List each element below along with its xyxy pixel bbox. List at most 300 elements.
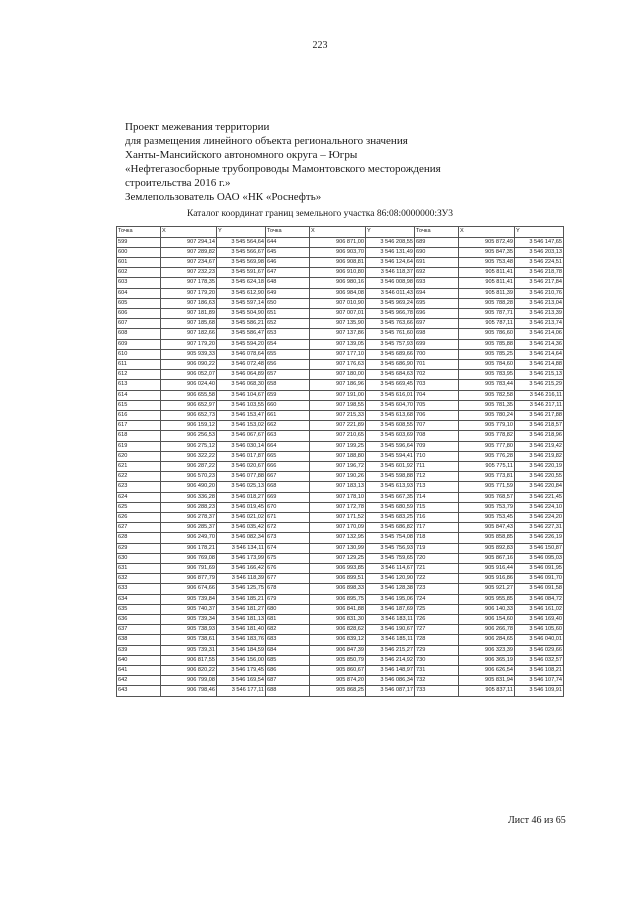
x-cell: 907 191,00 bbox=[310, 390, 366, 400]
point-cell: 733 bbox=[415, 686, 459, 696]
point-cell: 728 bbox=[415, 635, 459, 645]
y-cell: 3 546 184,59 bbox=[217, 645, 266, 655]
y-cell: 3 545 603,69 bbox=[366, 431, 415, 441]
point-cell: 647 bbox=[266, 268, 310, 278]
point-cell: 730 bbox=[415, 655, 459, 665]
point-cell: 663 bbox=[266, 431, 310, 441]
point-cell: 613 bbox=[117, 380, 161, 390]
table-row bbox=[117, 625, 564, 635]
y-cell: 3 546 118,39 bbox=[217, 574, 266, 584]
point-cell: 674 bbox=[266, 543, 310, 553]
table-row bbox=[117, 655, 564, 665]
column-header: Y bbox=[217, 227, 266, 238]
x-cell: 905 739,34 bbox=[161, 615, 217, 625]
y-cell: 3 546 208,55 bbox=[366, 237, 415, 247]
y-cell: 3 545 564,64 bbox=[217, 237, 266, 247]
x-cell: 906 287,22 bbox=[161, 461, 217, 471]
x-cell: 905 753,45 bbox=[459, 512, 515, 522]
y-cell: 3 546 021,02 bbox=[217, 512, 266, 522]
point-cell: 716 bbox=[415, 512, 459, 522]
y-cell: 3 546 220,84 bbox=[515, 482, 564, 492]
point-cell: 672 bbox=[266, 523, 310, 533]
x-cell: 906 490,20 bbox=[161, 482, 217, 492]
y-cell: 3 546 077,88 bbox=[217, 472, 266, 482]
point-cell: 711 bbox=[415, 461, 459, 471]
point-cell: 658 bbox=[266, 380, 310, 390]
point-cell: 620 bbox=[117, 451, 161, 461]
y-cell: 3 546 017,87 bbox=[217, 451, 266, 461]
y-cell: 3 545 569,98 bbox=[217, 257, 266, 267]
x-cell: 906 984,08 bbox=[310, 288, 366, 298]
y-cell: 3 545 669,45 bbox=[366, 380, 415, 390]
point-cell: 627 bbox=[117, 523, 161, 533]
point-cell: 660 bbox=[266, 400, 310, 410]
table-row bbox=[117, 370, 564, 380]
column-header: Точка bbox=[117, 227, 161, 238]
y-cell: 3 546 120,90 bbox=[366, 574, 415, 584]
x-cell: 906 899,51 bbox=[310, 574, 366, 584]
table-row bbox=[117, 533, 564, 543]
point-cell: 727 bbox=[415, 625, 459, 635]
x-cell: 905 850,79 bbox=[310, 655, 366, 665]
y-cell: 3 545 969,24 bbox=[366, 298, 415, 308]
x-cell: 905 739,31 bbox=[161, 645, 217, 655]
point-cell: 645 bbox=[266, 247, 310, 257]
column-header: Y bbox=[515, 227, 564, 238]
y-cell: 3 546 084,72 bbox=[515, 594, 564, 604]
point-cell: 707 bbox=[415, 421, 459, 431]
x-cell: 907 132,95 bbox=[310, 533, 366, 543]
table-row bbox=[117, 451, 564, 461]
x-cell: 906 336,28 bbox=[161, 492, 217, 502]
y-cell: 3 546 217,84 bbox=[515, 278, 564, 288]
x-cell: 905 831,94 bbox=[459, 676, 515, 686]
y-cell: 3 546 091,70 bbox=[515, 574, 564, 584]
y-cell: 3 546 218,96 bbox=[515, 431, 564, 441]
x-cell: 906 903,70 bbox=[310, 247, 366, 257]
y-cell: 3 546 224,20 bbox=[515, 512, 564, 522]
x-cell: 907 130,99 bbox=[310, 543, 366, 553]
point-cell: 632 bbox=[117, 574, 161, 584]
y-cell: 3 546 087,17 bbox=[366, 686, 415, 696]
table-row bbox=[117, 359, 564, 369]
y-cell: 3 546 169,54 bbox=[217, 676, 266, 686]
y-cell: 3 545 686,82 bbox=[366, 523, 415, 533]
x-cell: 906 841,88 bbox=[310, 604, 366, 614]
y-cell: 3 546 134,11 bbox=[217, 543, 266, 553]
x-cell: 906 626,54 bbox=[459, 666, 515, 676]
table-row bbox=[117, 604, 564, 614]
x-cell: 906 980,16 bbox=[310, 278, 366, 288]
y-cell: 3 546 086,34 bbox=[366, 676, 415, 686]
point-cell: 694 bbox=[415, 288, 459, 298]
header-line: строительства 2016 г.» bbox=[125, 177, 231, 189]
point-cell: 717 bbox=[415, 523, 459, 533]
point-cell: 679 bbox=[266, 594, 310, 604]
x-cell: 905 787,11 bbox=[459, 319, 515, 329]
point-cell: 677 bbox=[266, 574, 310, 584]
x-cell: 907 232,23 bbox=[161, 268, 217, 278]
y-cell: 3 546 215,13 bbox=[515, 370, 564, 380]
point-cell: 724 bbox=[415, 594, 459, 604]
table-row bbox=[117, 421, 564, 431]
x-cell: 905 783,95 bbox=[459, 370, 515, 380]
y-cell: 3 546 219,42 bbox=[515, 441, 564, 451]
point-cell: 678 bbox=[266, 584, 310, 594]
y-cell: 3 546 091,58 bbox=[515, 584, 564, 594]
y-cell: 3 546 210,76 bbox=[515, 288, 564, 298]
y-cell: 3 546 215,29 bbox=[515, 380, 564, 390]
x-cell: 906 828,62 bbox=[310, 625, 366, 635]
point-cell: 731 bbox=[415, 666, 459, 676]
y-cell: 3 545 586,47 bbox=[217, 329, 266, 339]
x-cell: 906 570,23 bbox=[161, 472, 217, 482]
y-cell: 3 545 763,66 bbox=[366, 319, 415, 329]
point-cell: 642 bbox=[117, 676, 161, 686]
y-cell: 3 546 214,92 bbox=[366, 655, 415, 665]
point-cell: 611 bbox=[117, 359, 161, 369]
point-cell: 606 bbox=[117, 308, 161, 318]
x-cell: 907 183,13 bbox=[310, 482, 366, 492]
x-cell: 907 178,10 bbox=[310, 492, 366, 502]
x-cell: 906 323,39 bbox=[459, 645, 515, 655]
point-cell: 684 bbox=[266, 645, 310, 655]
x-cell: 907 188,80 bbox=[310, 451, 366, 461]
x-cell: 906 910,80 bbox=[310, 268, 366, 278]
point-cell: 608 bbox=[117, 329, 161, 339]
x-cell: 905 868,25 bbox=[310, 686, 366, 696]
y-cell: 3 545 591,67 bbox=[217, 268, 266, 278]
header-line: Ханты-Мансийского автономного округа – Югры bbox=[125, 149, 358, 161]
point-cell: 666 bbox=[266, 461, 310, 471]
x-cell: 907 139,05 bbox=[310, 339, 366, 349]
point-cell: 710 bbox=[415, 451, 459, 461]
point-cell: 695 bbox=[415, 298, 459, 308]
x-cell: 906 791,69 bbox=[161, 564, 217, 574]
point-cell: 644 bbox=[266, 237, 310, 247]
x-cell: 905 775,11 bbox=[459, 461, 515, 471]
point-cell: 641 bbox=[117, 666, 161, 676]
point-cell: 639 bbox=[117, 645, 161, 655]
x-cell: 905 786,60 bbox=[459, 329, 515, 339]
point-cell: 706 bbox=[415, 410, 459, 420]
x-cell: 905 788,28 bbox=[459, 298, 515, 308]
table-row bbox=[117, 349, 564, 359]
x-cell: 907 179,20 bbox=[161, 288, 217, 298]
table-row bbox=[117, 441, 564, 451]
x-cell: 907 199,25 bbox=[310, 441, 366, 451]
point-cell: 703 bbox=[415, 380, 459, 390]
point-cell: 702 bbox=[415, 370, 459, 380]
y-cell: 3 545 597,14 bbox=[217, 298, 266, 308]
point-cell: 628 bbox=[117, 533, 161, 543]
y-cell: 3 545 684,63 bbox=[366, 370, 415, 380]
point-cell: 680 bbox=[266, 604, 310, 614]
x-cell: 905 740,37 bbox=[161, 604, 217, 614]
x-cell: 906 154,60 bbox=[459, 615, 515, 625]
x-cell: 905 867,16 bbox=[459, 553, 515, 563]
x-cell: 907 129,25 bbox=[310, 553, 366, 563]
point-cell: 633 bbox=[117, 584, 161, 594]
x-cell: 905 837,11 bbox=[459, 686, 515, 696]
y-cell: 3 546 082,34 bbox=[217, 533, 266, 543]
y-cell: 3 546 019,45 bbox=[217, 502, 266, 512]
y-cell: 3 546 181,27 bbox=[217, 604, 266, 614]
x-cell: 905 738,61 bbox=[161, 635, 217, 645]
x-cell: 907 135,90 bbox=[310, 319, 366, 329]
y-cell: 3 546 213,39 bbox=[515, 308, 564, 318]
point-cell: 662 bbox=[266, 421, 310, 431]
table-row bbox=[117, 472, 564, 482]
x-cell: 907 215,33 bbox=[310, 410, 366, 420]
point-cell: 615 bbox=[117, 400, 161, 410]
y-cell: 3 546 213,04 bbox=[515, 298, 564, 308]
y-cell: 3 546 029,66 bbox=[515, 645, 564, 655]
y-cell: 3 546 107,74 bbox=[515, 676, 564, 686]
point-cell: 673 bbox=[266, 533, 310, 543]
table-row bbox=[117, 257, 564, 267]
y-cell: 3 546 218,57 bbox=[515, 421, 564, 431]
x-cell: 907 234,67 bbox=[161, 257, 217, 267]
point-cell: 719 bbox=[415, 543, 459, 553]
x-cell: 907 137,86 bbox=[310, 329, 366, 339]
x-cell: 907 179,20 bbox=[161, 339, 217, 349]
y-cell: 3 546 203,13 bbox=[515, 247, 564, 257]
y-cell: 3 545 686,90 bbox=[366, 359, 415, 369]
point-cell: 626 bbox=[117, 512, 161, 522]
point-cell: 622 bbox=[117, 472, 161, 482]
header-line: Землепользователь ОАО «НК «Роснефть» bbox=[125, 191, 322, 203]
x-cell: 905 782,58 bbox=[459, 390, 515, 400]
column-header: X bbox=[310, 227, 366, 238]
y-cell: 3 545 616,01 bbox=[366, 390, 415, 400]
point-cell: 659 bbox=[266, 390, 310, 400]
x-cell: 905 753,48 bbox=[459, 257, 515, 267]
point-cell: 722 bbox=[415, 574, 459, 584]
point-cell: 685 bbox=[266, 655, 310, 665]
x-cell: 906 652,97 bbox=[161, 400, 217, 410]
x-cell: 906 140,33 bbox=[459, 604, 515, 614]
y-cell: 3 545 601,92 bbox=[366, 461, 415, 471]
point-cell: 692 bbox=[415, 268, 459, 278]
point-cell: 618 bbox=[117, 431, 161, 441]
point-cell: 708 bbox=[415, 431, 459, 441]
y-cell: 3 546 226,19 bbox=[515, 533, 564, 543]
y-cell: 3 545 680,59 bbox=[366, 502, 415, 512]
point-cell: 693 bbox=[415, 278, 459, 288]
x-cell: 905 860,67 bbox=[310, 666, 366, 676]
x-cell: 907 198,55 bbox=[310, 400, 366, 410]
x-cell: 905 892,83 bbox=[459, 543, 515, 553]
x-cell: 905 739,84 bbox=[161, 594, 217, 604]
x-cell: 906 178,21 bbox=[161, 543, 217, 553]
y-cell: 3 546 220,55 bbox=[515, 472, 564, 482]
x-cell: 905 778,82 bbox=[459, 431, 515, 441]
point-cell: 671 bbox=[266, 512, 310, 522]
y-cell: 3 545 667,35 bbox=[366, 492, 415, 502]
x-cell: 907 294,14 bbox=[161, 237, 217, 247]
x-cell: 907 010,90 bbox=[310, 298, 366, 308]
point-cell: 729 bbox=[415, 645, 459, 655]
table-row bbox=[117, 584, 564, 594]
point-cell: 721 bbox=[415, 564, 459, 574]
x-cell: 906 024,40 bbox=[161, 380, 217, 390]
point-cell: 625 bbox=[117, 502, 161, 512]
table-row bbox=[117, 298, 564, 308]
y-cell: 3 546 153,02 bbox=[217, 421, 266, 431]
point-cell: 709 bbox=[415, 441, 459, 451]
y-cell: 3 546 150,87 bbox=[515, 543, 564, 553]
table-row bbox=[117, 410, 564, 420]
y-cell: 3 545 761,60 bbox=[366, 329, 415, 339]
x-cell: 905 858,85 bbox=[459, 533, 515, 543]
y-cell: 3 546 035,42 bbox=[217, 523, 266, 533]
x-cell: 905 787,71 bbox=[459, 308, 515, 318]
table-row bbox=[117, 564, 564, 574]
x-cell: 905 872,49 bbox=[459, 237, 515, 247]
point-cell: 638 bbox=[117, 635, 161, 645]
y-cell: 3 545 504,90 bbox=[217, 308, 266, 318]
y-cell: 3 546 177,11 bbox=[217, 686, 266, 696]
x-cell: 907 178,35 bbox=[161, 278, 217, 288]
y-cell: 3 546 161,02 bbox=[515, 604, 564, 614]
x-cell: 905 939,33 bbox=[161, 349, 217, 359]
point-cell: 713 bbox=[415, 482, 459, 492]
x-cell: 905 776,28 bbox=[459, 451, 515, 461]
x-cell: 906 090,22 bbox=[161, 359, 217, 369]
table-row bbox=[117, 645, 564, 655]
x-cell: 905 811,41 bbox=[459, 268, 515, 278]
x-cell: 906 365,19 bbox=[459, 655, 515, 665]
x-cell: 907 181,89 bbox=[161, 308, 217, 318]
point-cell: 640 bbox=[117, 655, 161, 665]
y-cell: 3 546 218,78 bbox=[515, 268, 564, 278]
y-cell: 3 546 169,40 bbox=[515, 615, 564, 625]
y-cell: 3 546 173,99 bbox=[217, 553, 266, 563]
y-cell: 3 546 020,67 bbox=[217, 461, 266, 471]
x-cell: 905 785,88 bbox=[459, 339, 515, 349]
point-cell: 655 bbox=[266, 349, 310, 359]
point-cell: 691 bbox=[415, 257, 459, 267]
column-header: Y bbox=[366, 227, 415, 238]
y-cell: 3 546 224,51 bbox=[515, 257, 564, 267]
column-header: X bbox=[161, 227, 217, 238]
x-cell: 906 820,22 bbox=[161, 666, 217, 676]
y-cell: 3 545 608,55 bbox=[366, 421, 415, 431]
y-cell: 3 546 216,11 bbox=[515, 390, 564, 400]
table-row bbox=[117, 288, 564, 298]
x-cell: 906 266,78 bbox=[459, 625, 515, 635]
y-cell: 3 546 181,40 bbox=[217, 625, 266, 635]
point-cell: 635 bbox=[117, 604, 161, 614]
point-cell: 621 bbox=[117, 461, 161, 471]
point-cell: 631 bbox=[117, 564, 161, 574]
y-cell: 3 545 613,68 bbox=[366, 410, 415, 420]
y-cell: 3 546 219,82 bbox=[515, 451, 564, 461]
y-cell: 3 546 214,36 bbox=[515, 339, 564, 349]
x-cell: 905 811,39 bbox=[459, 288, 515, 298]
y-cell: 3 546 072,48 bbox=[217, 359, 266, 369]
y-cell: 3 545 756,93 bbox=[366, 543, 415, 553]
x-cell: 905 955,85 bbox=[459, 594, 515, 604]
x-cell: 907 221,89 bbox=[310, 421, 366, 431]
point-cell: 712 bbox=[415, 472, 459, 482]
y-cell: 3 545 689,66 bbox=[366, 349, 415, 359]
y-cell: 3 546 067,67 bbox=[217, 431, 266, 441]
point-cell: 648 bbox=[266, 278, 310, 288]
point-cell: 718 bbox=[415, 533, 459, 543]
x-cell: 907 007,01 bbox=[310, 308, 366, 318]
y-cell: 3 546 108,21 bbox=[515, 666, 564, 676]
point-cell: 696 bbox=[415, 308, 459, 318]
y-cell: 3 546 068,30 bbox=[217, 380, 266, 390]
y-cell: 3 546 118,37 bbox=[366, 268, 415, 278]
point-cell: 687 bbox=[266, 676, 310, 686]
point-cell: 720 bbox=[415, 553, 459, 563]
y-cell: 3 546 125,75 bbox=[217, 584, 266, 594]
table-row bbox=[117, 676, 564, 686]
table-row bbox=[117, 574, 564, 584]
y-cell: 3 545 598,88 bbox=[366, 472, 415, 482]
table-row bbox=[117, 502, 564, 512]
x-cell: 906 847,39 bbox=[310, 645, 366, 655]
y-cell: 3 545 759,65 bbox=[366, 553, 415, 563]
y-cell: 3 546 195,06 bbox=[366, 594, 415, 604]
y-cell: 3 546 040,01 bbox=[515, 635, 564, 645]
table-row bbox=[117, 247, 564, 257]
y-cell: 3 546 213,74 bbox=[515, 319, 564, 329]
y-cell: 3 546 030,14 bbox=[217, 441, 266, 451]
y-cell: 3 546 214,88 bbox=[515, 359, 564, 369]
table-row bbox=[117, 461, 564, 471]
point-cell: 699 bbox=[415, 339, 459, 349]
y-cell: 3 546 187,69 bbox=[366, 604, 415, 614]
y-cell: 3 546 064,89 bbox=[217, 370, 266, 380]
point-cell: 623 bbox=[117, 482, 161, 492]
x-cell: 906 798,46 bbox=[161, 686, 217, 696]
table-row bbox=[117, 390, 564, 400]
x-cell: 906 799,08 bbox=[161, 676, 217, 686]
point-cell: 697 bbox=[415, 319, 459, 329]
y-cell: 3 545 612,90 bbox=[217, 288, 266, 298]
point-cell: 630 bbox=[117, 553, 161, 563]
point-cell: 602 bbox=[117, 268, 161, 278]
coordinates-table bbox=[116, 226, 564, 697]
x-cell: 906 275,12 bbox=[161, 441, 217, 451]
point-cell: 675 bbox=[266, 553, 310, 563]
table-row bbox=[117, 400, 564, 410]
table-row bbox=[117, 523, 564, 533]
x-cell: 906 655,58 bbox=[161, 390, 217, 400]
point-cell: 601 bbox=[117, 257, 161, 267]
point-cell: 609 bbox=[117, 339, 161, 349]
x-cell: 906 284,65 bbox=[459, 635, 515, 645]
table-row bbox=[117, 339, 564, 349]
y-cell: 3 546 011,43 bbox=[366, 288, 415, 298]
x-cell: 905 768,57 bbox=[459, 492, 515, 502]
x-cell: 907 170,09 bbox=[310, 523, 366, 533]
x-cell: 905 781,35 bbox=[459, 400, 515, 410]
x-cell: 906 285,37 bbox=[161, 523, 217, 533]
x-cell: 906 159,12 bbox=[161, 421, 217, 431]
x-cell: 906 831,30 bbox=[310, 615, 366, 625]
point-cell: 665 bbox=[266, 451, 310, 461]
point-cell: 683 bbox=[266, 635, 310, 645]
point-cell: 643 bbox=[117, 686, 161, 696]
point-cell: 669 bbox=[266, 492, 310, 502]
point-cell: 614 bbox=[117, 390, 161, 400]
header-line: Проект межевания территории bbox=[125, 121, 270, 133]
